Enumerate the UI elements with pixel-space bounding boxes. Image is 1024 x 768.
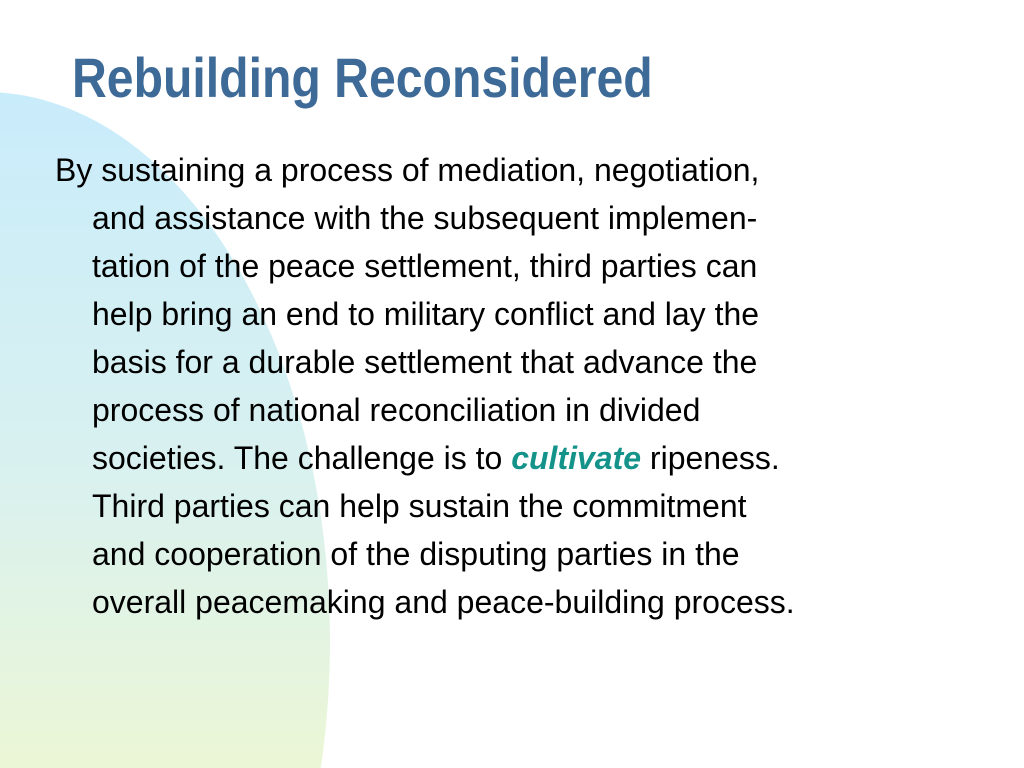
body-line: and cooperation of the disputing parties in the <box>92 536 740 572</box>
body-line: By sustaining a process of mediation, negotiation, <box>55 152 760 188</box>
body-line: Third parties can help sustain the commitment <box>92 488 747 524</box>
body-line: tation of the peace settlement, third parties can <box>92 248 758 284</box>
emph-line-before: societies. The challenge is to <box>92 440 512 476</box>
body-paragraph <box>55 146 985 626</box>
body-line: help bring an end to military conflict and lay the <box>92 296 760 332</box>
body-line: and assistance with the subsequent implemen- <box>92 200 758 236</box>
body-line: basis for a durable settlement that advance the <box>92 344 758 380</box>
body-line: overall peacemaking and peace-building process. <box>92 584 795 620</box>
emph-line-after: ripeness. <box>641 440 780 476</box>
slide-title: Rebuilding Reconsidered <box>72 46 653 109</box>
emphasis-word: cultivate <box>511 440 642 476</box>
body-line-emphasis <box>55 434 985 482</box>
body-line: process of national reconciliation in divided <box>92 392 701 428</box>
